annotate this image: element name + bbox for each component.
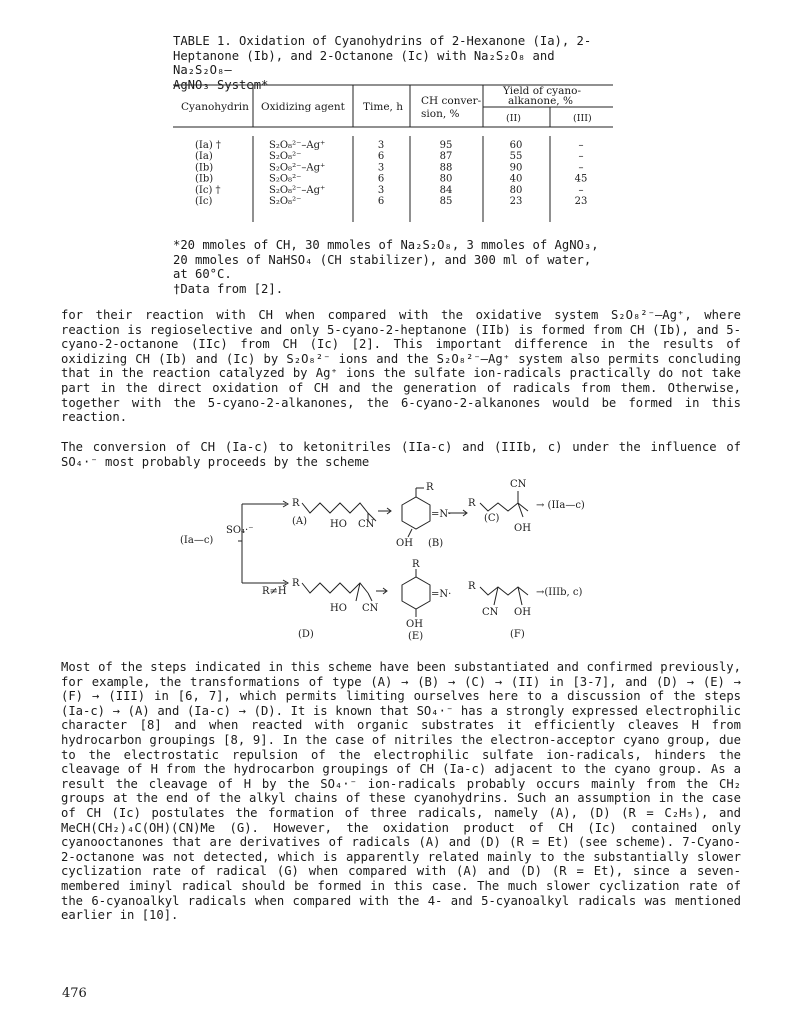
table-cell-conv: 95 [439, 140, 453, 151]
scheme-label-b: (B) [428, 538, 444, 549]
table-cell-conv: 80 [439, 173, 453, 185]
data-table [173, 84, 613, 232]
scheme-label-e: (E) [408, 631, 424, 642]
table-cell-ch: (Ib) [195, 162, 214, 174]
table-cell-conv: 84 [439, 184, 453, 196]
scheme-product-ii: → (IIa—c) [536, 500, 585, 511]
table-cell-ch: (Ic) † [195, 184, 221, 196]
paragraph-1: for their reaction with CH when compared with the oxidative system S₂O₈²⁻–Ag⁺, where reaction is regioselective and only 5-cyano-2-heptanone (IIb) is formed from CH (Ib), and 5-cyano-2-octanone (IIc) from CH (Ic) [2]. This important difference in the results of oxidizing CH (Ib) and (Ic) by S₂O₈²⁻ ions and the S₂O₈²⁻–Ag⁺ system also permits concluding that in the reaction catalyzed by Ag⁺ ions the sulfate ion-radicals practically do not take part in the direct oxidation of CH and the generation of radicals from them. Otherwise, together with the 5-cyano-2-alkanones, the 6-cyano-2-alkanones would be formed in this reaction. [61, 308, 741, 425]
scheme-oh-c: OH [514, 523, 531, 534]
scheme-r-e: R [412, 559, 420, 570]
scheme-cn-a: CN [358, 519, 375, 530]
table-cell-III: – [578, 184, 584, 196]
reaction-scheme [180, 475, 620, 647]
scheme-n-e: =N· [431, 589, 452, 600]
paragraph-3: Most of the steps indicated in this scheme have been substantiated and confirmed previously, for example, the transformations of type (A) → (B) → (C) → (II) in [3-7], and (D) → (E) → (F) → (III) in [6, 7], which permits limiting ourselves here to a discussion of the steps (Ia-c) → (A) and (Ia-c) → (D). It is known that SO₄·⁻ has a strongly expressed electrophilic character [8] and when reacted with organic substrates it efficiently cleaves H from hydrocarbon groupings [8, 9]. In the case of nitriles the electron-acceptor cyano group, due to the electrostatic repulsion of the electrophilic sulfate ion-radicals, hinders the cleavage of H from the hydrocarbon groupings of CH (Ia-c) adjacent to the cyano group. As a result the cleavage of H by the SO₄·⁻ ion-radicals probably occurs mainly from the CH₂ groups at the end of the alkyl chains of these cyanohydrins. Such an assumption in the case of CH (Ic) postulates the formation of three radicals, namely (A), (D) (R = C₂H₅), and MeCH(CH₂)₄C(OH)(CN)Me (G). However, the oxidation product of CH (Ic) contained only cyanooctanones that are derivatives of radicals (A) and (D) (R = Et) (see scheme). 7-Cyano-2-octanone was not detected, which is apparently related mainly to the substantially slower cyclization rate of radical (G) when compared with (A) and (D) (R = Et), since a seven-membered iminyl radical should be formed in this case. The much slower cyclization rate of the 6-cyanoalkyl radicals when compared with the 4- and 5-cyanoalkyl radicals was mentioned earlier in [10]. [61, 660, 741, 923]
table-cell-conv: 87 [439, 151, 453, 163]
header-yield-1: Yield of cyano- [503, 85, 581, 97]
scheme-r-b: R [426, 482, 434, 493]
scheme-label-c: (C) [484, 513, 500, 524]
scheme-label-d: (D) [298, 629, 314, 640]
header-time: Time, h [363, 101, 403, 113]
table-row [195, 174, 587, 185]
table-cell-III: – [578, 162, 584, 174]
table-cell-II: 55 [509, 151, 523, 163]
scheme-ho-d: HO [330, 603, 347, 614]
table-cell-agent: S₂O₈²⁻–Ag⁺ [269, 140, 326, 151]
table-cell-agent: S₂O₈²⁻ [269, 151, 302, 163]
scheme-label-f: (F) [510, 629, 525, 640]
scheme-oh-b: OH [396, 538, 413, 549]
scheme-label-a: (A) [292, 516, 308, 527]
header-conversion-2: sion, % [421, 108, 460, 120]
table-cell-conv: 88 [439, 162, 453, 174]
page-number: 476 [62, 986, 87, 1001]
table-cell-II: 60 [509, 140, 523, 151]
table-cell-agent: S₂O₈²⁻–Ag⁺ [269, 184, 326, 196]
scheme-r-c: R [468, 498, 476, 509]
table-cell-ch: (Ia) [195, 151, 213, 163]
scheme-cn-f: CN [482, 607, 499, 618]
scheme-rh: R≠H [262, 586, 287, 597]
table-cell-II: 23 [509, 196, 523, 207]
scheme-oh-f: OH [514, 607, 531, 618]
table-cell-III: – [578, 140, 584, 151]
header-cyanohydrin: Cyanohydrin [181, 101, 249, 113]
scheme-r-a: R [292, 498, 300, 509]
table-cell-agent: S₂O₈²⁻ [269, 196, 302, 207]
scheme-r-d: R [292, 578, 300, 589]
scheme-cn-c: CN [510, 479, 527, 490]
table-cell-II: 80 [509, 184, 523, 196]
table-cell-ch: (Ia) † [195, 140, 221, 151]
table-cell-III: 45 [574, 173, 588, 185]
header-oxidizing-agent: Oxidizing agent [261, 101, 345, 113]
scheme-r-f: R [468, 581, 476, 592]
table-cell-ch: (Ib) [195, 173, 214, 185]
table-cell-II: 40 [509, 173, 523, 185]
header-col-III: (III) [573, 113, 592, 124]
table-cell-time: 6 [377, 196, 385, 207]
table-cell-time: 3 [377, 140, 385, 151]
table-row [195, 196, 587, 207]
table-cell-III: – [578, 151, 584, 163]
header-conversion-1: CH conver- [421, 95, 482, 107]
scheme-start: (Ia—c) [180, 535, 214, 546]
scheme-cn-d: CN [362, 603, 379, 614]
table-cell-III: 23 [574, 196, 588, 207]
table-cell-time: 3 [377, 162, 385, 174]
table-cell-II: 90 [509, 162, 523, 174]
table-caption: TABLE 1. Oxidation of Cyanohydrins of 2-Hexanone (Ia), 2- Heptanone (Ib), and 2-Octanone (Ic) with Na₂S₂O₈ and Na₂S₂O₈– AgNO₃ System* [173, 34, 592, 92]
table-cell-ch: (Ic) [195, 196, 213, 207]
table-cell-time: 3 [377, 184, 385, 196]
scheme-n-b: =N· [431, 509, 452, 520]
table-cell-time: 6 [377, 151, 385, 163]
scheme-reagent: SO₄·⁻ [226, 525, 254, 536]
header-yield-2: alkanone, % [508, 95, 573, 107]
table-cell-conv: 85 [439, 196, 453, 207]
scheme-oh-e: OH [406, 619, 423, 630]
scheme-product-iii: →(IIIb, c) [536, 587, 583, 598]
header-col-II: (II) [506, 113, 521, 124]
paragraph-2: The conversion of CH (Ia-c) to ketonitriles (IIa-c) and (IIIb, c) under the influence of SO₄·⁻ most probably proceeds by the scheme [61, 440, 741, 469]
table-cell-agent: S₂O₈²⁻ [269, 173, 302, 185]
scheme-ho-a: HO [330, 519, 347, 530]
table-cell-time: 6 [377, 173, 385, 185]
table-cell-agent: S₂O₈²⁻–Ag⁺ [269, 162, 326, 174]
table-footnotes: *20 mmoles of CH, 30 mmoles of Na₂S₂O₈, 3 mmoles of AgNO₃, 20 mmoles of NaHSO₄ (CH stabilizer), and 300 ml of water, at 60°C. †Data from [2]. [173, 238, 599, 296]
